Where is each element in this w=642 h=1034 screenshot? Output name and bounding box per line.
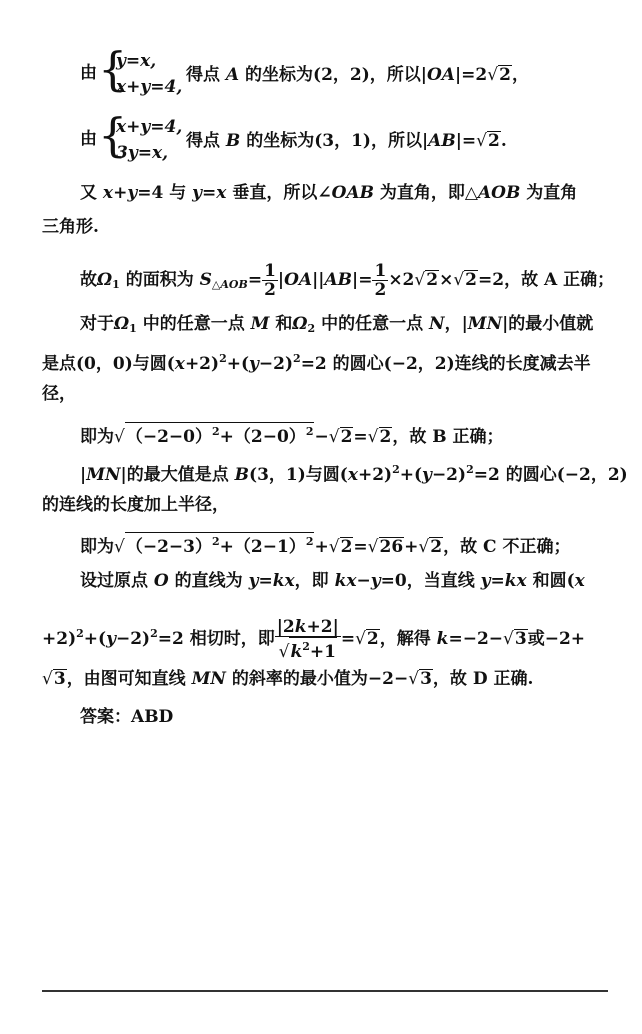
para-5-line2: 是点(0，0)与圆$(x+2)^2+(y-2)^2=2$ 的圆心(−2，2)连线的长度减去半 (42, 352, 591, 374)
para-4: 故$\Omega_1$ 的面积为 $S_{\triangle AOB}=$ $\frac{1}{2}$ |OA||AB|= $\frac{1}{2}$ ×2√2×√2=2，故 A 正确； (80, 261, 615, 300)
answer-line: 答案：ABD (80, 707, 174, 727)
para-5-line3: 径， (42, 384, 76, 404)
para-7-line1: |MN|的最大值是点 B(3，1)与圆$(x+2)^2+(y-2)^2=2$ 的圆心(−2，2) (80, 463, 628, 485)
bottom-divider (42, 990, 608, 992)
para-6: 即为$√(-2-0)^2+(2-0)^2-√2=√2$，故 B 正确； (80, 422, 504, 448)
para-9-line2: $+2)^2+(y-2)^2=2$ 相切时，即 $\frac{|2k+2|}{√k^2+1}$ =√2，解得 k=−2−√3或−2+ (42, 617, 586, 662)
para-8: 即为$√(-2-3)^2+(2-1)^2+√2=√26+√2$，故 C 不正确； (80, 532, 570, 558)
para-9-line1: 设过原点 O 的直线为 y=kx，即 kx−y=0，当直线 y=kx 和圆(x (80, 571, 585, 591)
line-2-text: 得点 B 的坐标为(3，1)，所以|AB|=√2. (186, 131, 507, 151)
para-3-line1: 又 x+y=4 与 y=x 垂直，所以∠OAB 为直角，即△AOB 为直角 (80, 183, 578, 203)
para-7-line2: 的连线的长度加上半径， (42, 495, 229, 515)
para-3-line2: 三角形. (42, 217, 99, 237)
line-1-text: 得点 A 的坐标为(2，2)，所以|OA|=2√2， (186, 65, 529, 85)
para-9-line3: √3，由图可知直线 MN 的斜率的最小值为−2−√3，故 D 正确. (42, 669, 534, 689)
para-5-line1: 对于$\Omega_1$ 中的任意一点 M 和$\Omega_2$ 中的任意一点 N，|MN|的最小值就 (80, 314, 594, 335)
